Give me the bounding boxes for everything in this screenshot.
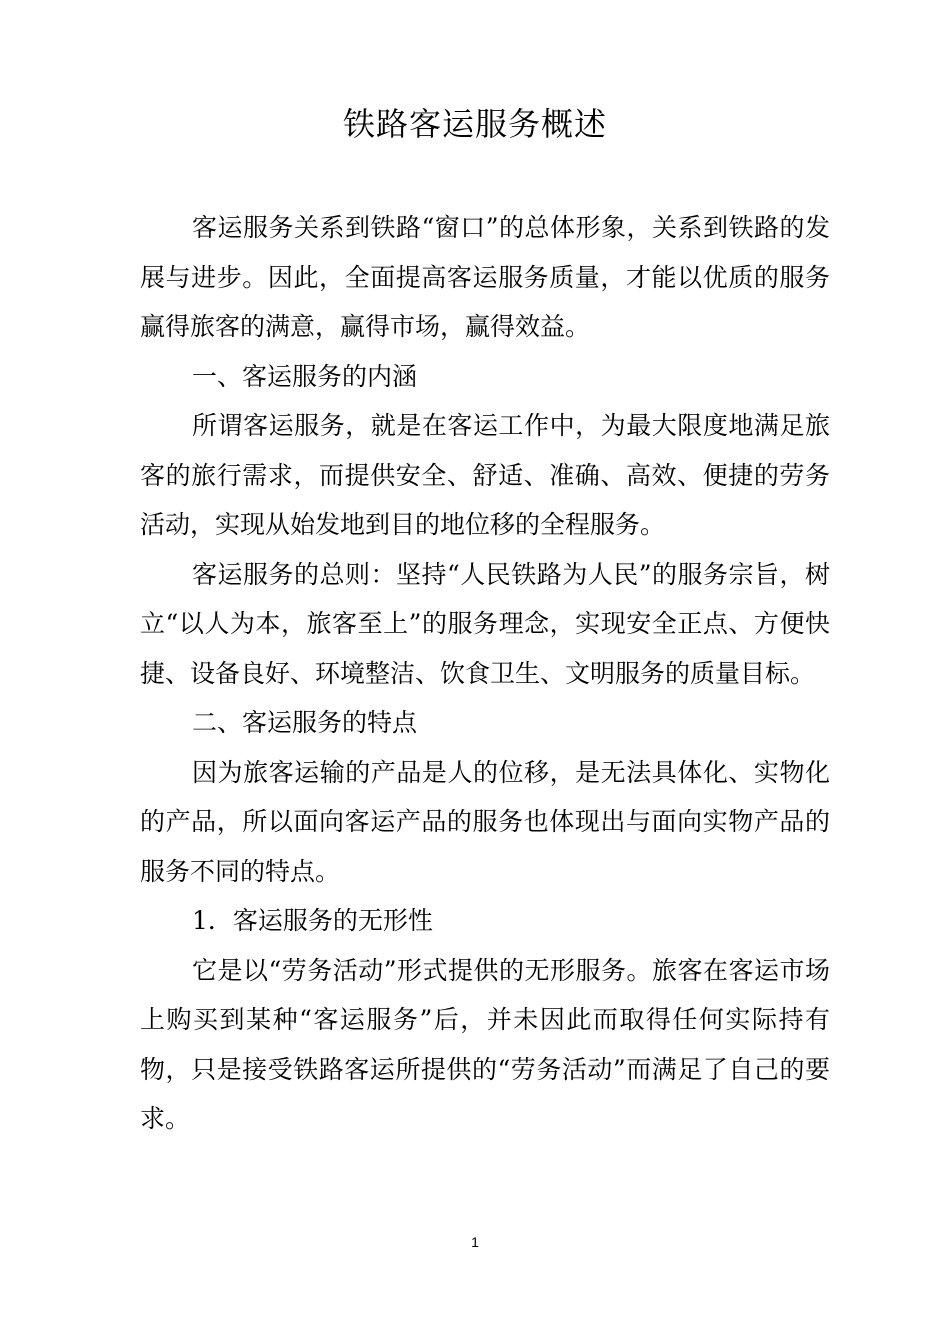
intro-paragraph: 客运服务关系到铁路“窗口”的总体形象，关系到铁路的发展与进步。因此，全面提高客运服务质量，才能以优质的服务赢得旅客的满意，赢得市场，赢得效益。	[140, 213, 830, 341]
subheading-intangibility: 1．客运服务的无形性	[192, 906, 433, 935]
document-title: 铁路客运服务概述	[342, 105, 607, 143]
page-number: 1	[471, 1234, 479, 1250]
connotation-paragraph: 所谓客运服务，就是在客运工作中，为最大限度地满足旅客的旅行需求，而提供安全、舒适、准确、高效、便捷的劳务活动，实现从始发地到目的地位移的全程服务。	[140, 411, 830, 539]
characteristics-paragraph: 因为旅客运输的产品是人的位移，是无法具体化、实物化的产品，所以面向客运产品的服务也体现出与面向实物产品的服务不同的特点。	[140, 757, 830, 886]
section-heading-connotation: 一、客运服务的内涵	[192, 361, 418, 391]
general-principle-paragraph: 客运服务的总则：坚持“人民铁路为人民”的服务宗旨，树立“以人为本，旅客至上”的服务理念，实现安全正点、方便快捷、设备良好、环境整洁、饮食卫生、文明服务的质量目标。	[140, 559, 830, 688]
intangibility-paragraph: 它是以“劳务活动”形式提供的无形服务。旅客在客运市场上购买到某种“客运服务”后，并未因此而取得任何实际持有物，只是接受铁路客运所提供的“劳务活动”而满足了自己的要求。	[140, 955, 830, 1133]
section-heading-characteristics: 二、客运服务的特点	[192, 708, 418, 737]
document-body	[140, 203, 830, 1144]
